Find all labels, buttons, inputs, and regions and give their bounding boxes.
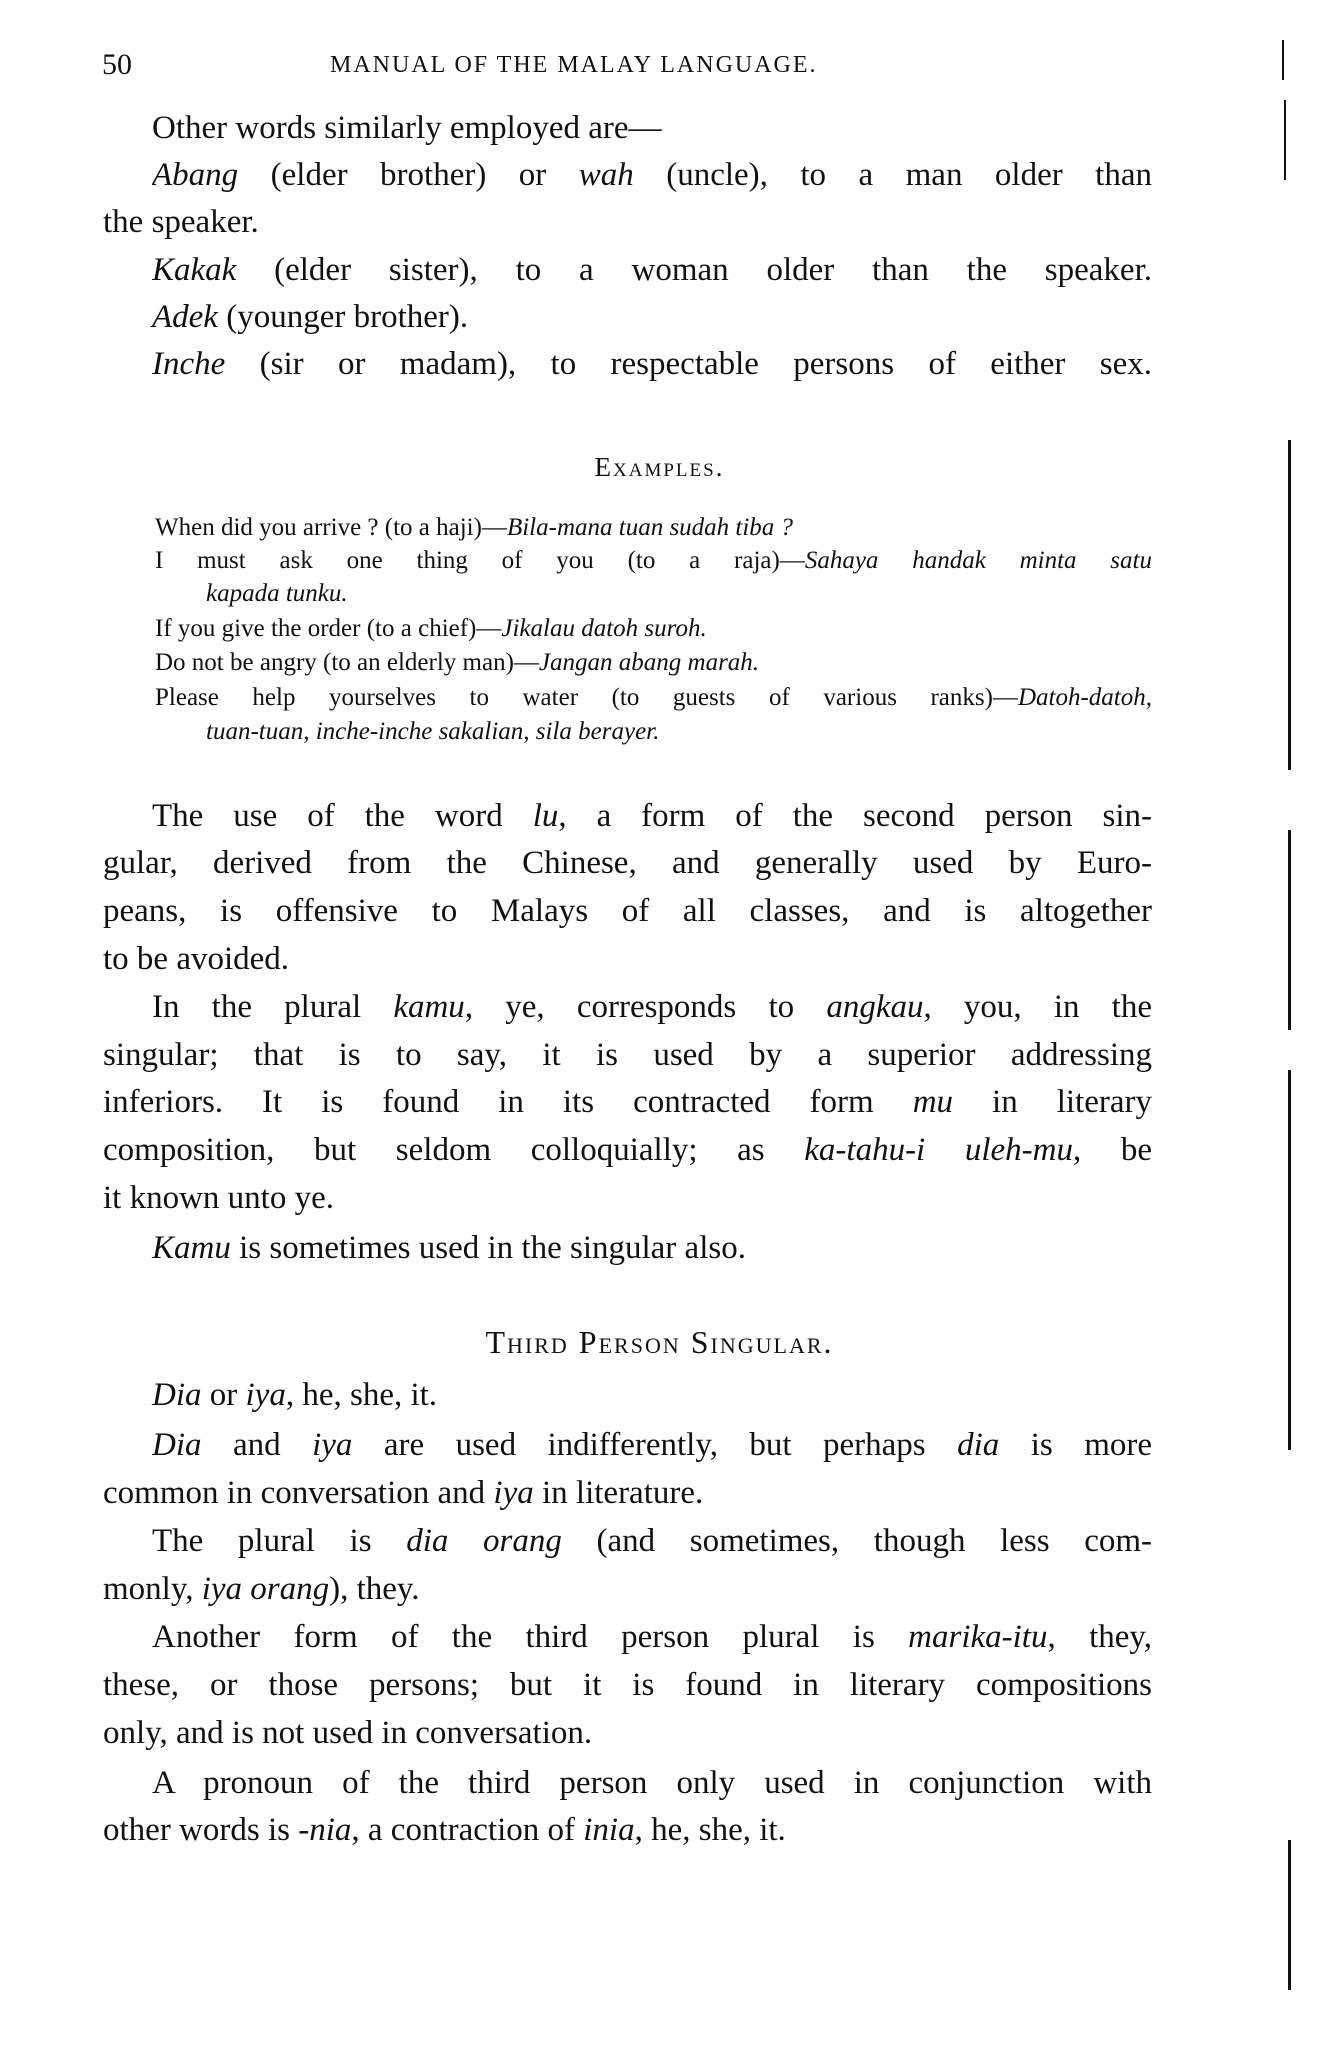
- malay-term: Jangan abang marah.: [538, 649, 760, 676]
- text-run: common in conversation and: [103, 1475, 494, 1511]
- example-line: [155, 613, 707, 645]
- text-run: , they,: [1047, 1619, 1152, 1655]
- malay-term: angkau: [826, 989, 924, 1025]
- text-line: [152, 155, 1152, 195]
- text-line: [103, 1035, 1152, 1075]
- text-run: Do not be angry (to an elderly man)—: [155, 649, 539, 676]
- scan-edge-mark: [1282, 40, 1284, 80]
- section-heading: [0, 452, 1319, 483]
- text-line: [152, 1617, 1152, 1657]
- malay-term: iya: [245, 1377, 286, 1413]
- text-run: In the plural: [152, 989, 394, 1025]
- text-line: [152, 1228, 746, 1268]
- text-line: [152, 1763, 1152, 1803]
- malay-term: Dia: [152, 1377, 202, 1413]
- malay-term: Dia: [152, 1427, 202, 1463]
- text-run: I must ask one thing of you (to a raja)—: [155, 547, 805, 574]
- text-run: (sir or madam), to respectable persons of either sex.: [225, 346, 1152, 382]
- text-run: to be avoided.: [103, 941, 290, 977]
- text-run: , be: [1072, 1132, 1152, 1168]
- text-run: When did you arrive ? (to a haji)—: [155, 514, 507, 541]
- text-run: , a contraction of: [351, 1812, 584, 1848]
- malay-term: marika-itu: [908, 1619, 1048, 1655]
- malay-term: kapada tunku.: [206, 580, 348, 607]
- malay-term: Abang: [152, 157, 239, 193]
- text-run: ), they.: [329, 1571, 420, 1607]
- scan-edge-mark: [1288, 1840, 1291, 1990]
- malay-term: Inche: [152, 346, 226, 382]
- text-run: these, or those persons; but it is found in literary compositions: [103, 1667, 1152, 1703]
- text-run: (elder brother) or: [238, 157, 579, 193]
- scan-edge-mark: [1288, 830, 1291, 1030]
- text-run: in literature.: [533, 1475, 704, 1511]
- malay-term: kamu: [393, 989, 465, 1025]
- text-line: [103, 1473, 703, 1513]
- malay-term: inia: [583, 1812, 635, 1848]
- malay-term: dia: [957, 1427, 1000, 1463]
- text-line: [103, 891, 1152, 931]
- malay-term: Adek: [152, 299, 218, 335]
- example-line: [155, 512, 793, 544]
- scan-edge-mark: [1288, 440, 1291, 770]
- text-run: or: [201, 1377, 246, 1413]
- malay-term: mu: [912, 1084, 954, 1120]
- malay-term: lu: [532, 798, 559, 834]
- example-line: [206, 716, 659, 748]
- text-run: Other words similarly employed are—: [152, 110, 662, 146]
- text-line: [103, 1178, 334, 1218]
- text-run: inferiors. It is found in its contracted form: [103, 1084, 913, 1120]
- malay-term: Sahaya handak minta satu: [804, 547, 1152, 574]
- text-run: peans, is offensive to Malays of all classes, and is altogether: [103, 893, 1152, 929]
- malay-term: iya: [493, 1475, 534, 1511]
- example-line: [206, 578, 348, 610]
- running-title: MANUAL OF THE MALAY LANGUAGE.: [330, 52, 818, 78]
- text-line: [103, 1665, 1152, 1705]
- text-line: [152, 344, 1152, 384]
- text-run: and: [201, 1427, 313, 1463]
- text-line: [103, 843, 1152, 883]
- text-line: [152, 987, 1152, 1027]
- text-run: it known unto ye.: [103, 1180, 334, 1216]
- text-run: monly,: [103, 1571, 202, 1607]
- text-line: [152, 1375, 437, 1415]
- malay-term: Kamu: [152, 1230, 231, 1266]
- example-line: [155, 545, 1152, 577]
- text-line: [103, 1569, 420, 1609]
- text-run: , a form of the second person sin-: [558, 798, 1152, 834]
- scan-edge-mark: [1284, 100, 1286, 180]
- text-line: [103, 1130, 1152, 1170]
- text-run: (uncle), to a man older than: [633, 157, 1152, 193]
- text-run: , you, in the: [923, 989, 1152, 1025]
- text-run: The use of the word: [152, 798, 533, 834]
- text-line: [152, 1521, 1152, 1561]
- example-line: [155, 682, 1152, 714]
- text-run: (and sometimes, though less com-: [561, 1523, 1152, 1559]
- text-line: [103, 1713, 592, 1753]
- text-run: are used indifferently, but perhaps: [352, 1427, 958, 1463]
- text-run: composition, but seldom colloquially; as: [103, 1132, 805, 1168]
- example-line: [155, 647, 759, 679]
- malay-term: -nia: [298, 1812, 352, 1848]
- text-line: [103, 1082, 1152, 1122]
- text-run: is sometimes used in the singular also.: [230, 1230, 746, 1266]
- section-heading: [0, 1324, 1319, 1361]
- malay-term: iya orang: [201, 1571, 330, 1607]
- malay-term: Kakak: [152, 252, 237, 288]
- malay-term: Bila-mana tuan sudah tiba ?: [506, 514, 794, 541]
- page-number: 50: [102, 48, 132, 81]
- text-line: [103, 1810, 786, 1850]
- text-line: [152, 108, 662, 148]
- malay-term: ka-tahu-i uleh-mu: [804, 1132, 1073, 1168]
- text-run: (younger brother).: [217, 299, 469, 335]
- text-line: [103, 202, 259, 242]
- text-run: , he, she, it.: [285, 1377, 438, 1413]
- text-run: the speaker.: [103, 204, 259, 240]
- text-run: Third Person Singular.: [485, 1324, 834, 1360]
- text-run: is more: [999, 1427, 1152, 1463]
- text-run: , he, she, it.: [634, 1812, 786, 1848]
- scan-edge-mark: [1288, 1070, 1291, 1450]
- malay-term: dia orang: [406, 1523, 562, 1559]
- text-run: in literary: [953, 1084, 1152, 1120]
- text-run: Another form of the third person plural is: [152, 1619, 909, 1655]
- text-line: [152, 250, 1152, 290]
- text-line: [103, 939, 289, 979]
- malay-term: tuan-tuan, inche-inche sakalian, sila berayer.: [206, 718, 660, 745]
- text-run: singular; that is to say, it is used by a superior addressing: [103, 1037, 1152, 1073]
- text-run: gular, derived from the Chinese, and generally used by Euro-: [103, 845, 1152, 881]
- text-run: Please help yourselves to water (to guests of various ranks)—: [155, 684, 1018, 711]
- malay-term: wah: [578, 157, 634, 193]
- text-run: (elder sister), to a woman older than the speaker.: [236, 252, 1152, 288]
- text-line: [152, 1425, 1152, 1465]
- text-line: [152, 796, 1152, 836]
- text-run: Examples.: [594, 452, 725, 482]
- text-run: , ye, corresponds to: [464, 989, 827, 1025]
- text-run: only, and is not used in conversation.: [103, 1715, 593, 1751]
- text-run: other words is: [103, 1812, 299, 1848]
- malay-term: iya: [312, 1427, 353, 1463]
- text-run: A pronoun of the third person only used in conjunction with: [152, 1765, 1152, 1801]
- text-run: If you give the order (to a chief)—: [155, 615, 502, 642]
- text-line: [152, 297, 468, 337]
- malay-term: Jikalau datoh suroh.: [501, 615, 707, 642]
- text-run: The plural is: [152, 1523, 407, 1559]
- malay-term: Datoh-datoh,: [1017, 684, 1152, 711]
